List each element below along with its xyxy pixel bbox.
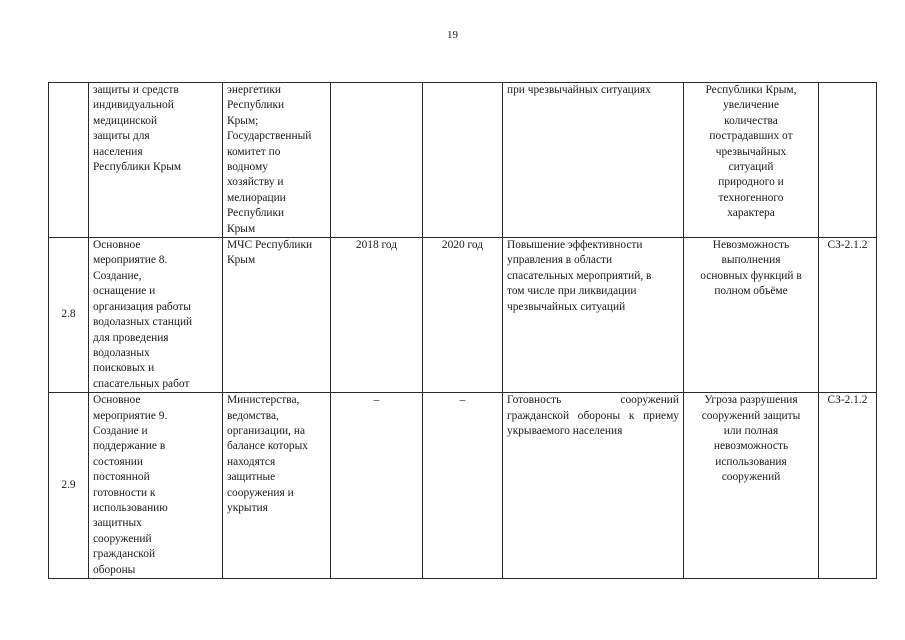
activity-cell: Основное мероприятие 9. Создание и поддержание в состоянии постоянной готовности к использованию защитных сооружений гражданской обороны (89, 393, 223, 579)
end-year-cell: – (423, 393, 503, 579)
row-number: 2.9 (49, 393, 89, 579)
result-cell: Готовность сооружений гражданской обороны к приему укрываемого населения (503, 393, 684, 579)
end-year-cell (423, 83, 503, 238)
table-row (49, 83, 877, 238)
row-number (49, 83, 89, 238)
code-cell: СЗ-2.1.2 (819, 393, 877, 579)
consequence-cell: Невозможность выполнения основных функций в полном объёме (684, 238, 819, 393)
activity-cell: Основное мероприятие 8. Создание, оснащение и организация работы водолазных станций для проведения водолазных поисковых и спасательных работ (89, 238, 223, 393)
activities-table (48, 82, 877, 579)
executor-cell: энергетики Республики Крым; Государственный комитет по водному хозяйству и мелиорации Республики Крым (223, 83, 331, 238)
consequence-cell: Угроза разрушения сооружений защиты или полная невозможность использования сооружений (684, 393, 819, 579)
row-number: 2.8 (49, 238, 89, 393)
page-number: 19 (447, 29, 458, 41)
start-year-cell: – (331, 393, 423, 579)
code-cell: СЗ-2.1.2 (819, 238, 877, 393)
result-cell: Повышение эффективности управления в области спасательных мероприятий, в том числе при ликвидации чрезвычайных ситуаций (503, 238, 684, 393)
executor-cell: Министерства, ведомства, организации, на балансе которых находятся защитные сооружения и укрытия (223, 393, 331, 579)
executor-cell: МЧС Республики Крым (223, 238, 331, 393)
table-row (49, 238, 877, 393)
start-year-cell: 2018 год (331, 238, 423, 393)
result-cell: при чрезвычайных ситуациях (503, 83, 684, 238)
consequence-cell: Республики Крым, увеличение количества пострадавших от чрезвычайных ситуаций природного и техногенного характера (684, 83, 819, 238)
end-year-cell: 2020 год (423, 238, 503, 393)
table-row (49, 393, 877, 579)
code-cell (819, 83, 877, 238)
start-year-cell (331, 83, 423, 238)
activity-cell: защиты и средств индивидуальной медицинской защиты для населения Республики Крым (89, 83, 223, 238)
